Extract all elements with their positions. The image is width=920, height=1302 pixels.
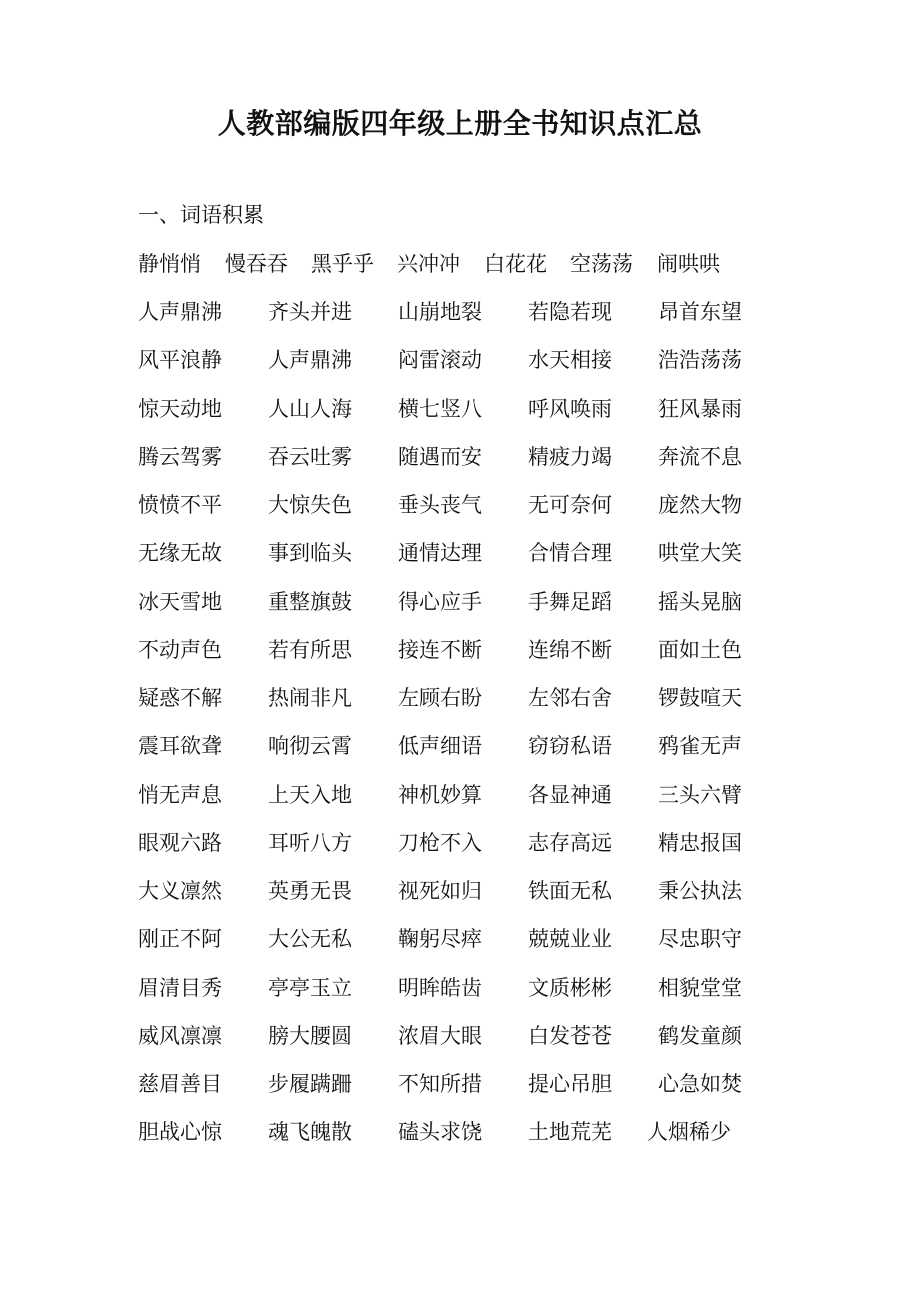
idiom-item: 响彻云霄 — [268, 734, 352, 758]
idiom-item: 左邻右舍 — [528, 686, 612, 710]
idiom-item: 尽忠职守 — [658, 927, 742, 951]
idiom-item: 摇头晃脑 — [658, 590, 742, 614]
idiom-row — [0, 1068, 920, 1100]
word-item: 慢吞吞 — [225, 252, 288, 276]
idiom-item: 眉清目秀 — [138, 976, 222, 1000]
reduplicated-words-row — [0, 248, 920, 280]
word-item: 闹哄哄 — [657, 252, 720, 276]
idiom-row — [0, 344, 920, 376]
idiom-item: 刀枪不入 — [398, 831, 482, 855]
idiom-item: 愤愤不平 — [138, 493, 222, 517]
idiom-item: 狂风暴雨 — [658, 397, 742, 421]
idiom-item: 鹤发童颜 — [658, 1024, 742, 1048]
idiom-item: 步履蹒跚 — [268, 1072, 352, 1096]
idiom-item: 提心吊胆 — [528, 1072, 612, 1096]
idiom-item: 胆战心惊 — [138, 1120, 222, 1144]
idiom-item: 铁面无私 — [528, 879, 612, 903]
idiom-item: 呼风唤雨 — [528, 397, 612, 421]
idiom-item: 耳听八方 — [268, 831, 352, 855]
idiom-item: 哄堂大笑 — [658, 541, 742, 565]
idiom-item: 通情达理 — [398, 541, 482, 565]
idiom-item: 大惊失色 — [268, 493, 352, 517]
idiom-item: 庞然大物 — [658, 493, 742, 517]
idiom-item: 悄无声息 — [138, 783, 222, 807]
idiom-item: 连绵不断 — [528, 638, 612, 662]
idiom-item: 大义凛然 — [138, 879, 222, 903]
idiom-item: 膀大腰圆 — [268, 1024, 352, 1048]
idiom-item: 刚正不阿 — [138, 927, 222, 951]
idiom-item: 吞云吐雾 — [268, 445, 352, 469]
idiom-row — [0, 634, 920, 666]
idiom-item: 慈眉善目 — [138, 1072, 222, 1096]
idiom-item: 疑惑不解 — [138, 686, 222, 710]
idiom-item: 冰天雪地 — [138, 590, 222, 614]
idiom-row — [0, 489, 920, 521]
idiom-item: 山崩地裂 — [398, 300, 482, 324]
idiom-item: 无可奈何 — [528, 493, 612, 517]
idiom-item: 人山人海 — [268, 397, 352, 421]
idiom-row — [0, 296, 920, 328]
idiom-item: 奔流不息 — [658, 445, 742, 469]
idiom-item: 人声鼎沸 — [268, 348, 352, 372]
page-title: 人教部编版四年级上册全书知识点汇总 — [217, 107, 703, 140]
idiom-item: 志存高远 — [528, 831, 612, 855]
idiom-item: 秉公执法 — [658, 879, 742, 903]
idiom-item: 昂首东望 — [658, 300, 742, 324]
idiom-item: 无缘无故 — [138, 541, 222, 565]
idiom-item: 热闹非凡 — [268, 686, 352, 710]
idiom-row — [0, 730, 920, 762]
idiom-item: 各显神通 — [528, 783, 612, 807]
idiom-item: 锣鼓喧天 — [658, 686, 742, 710]
section-heading: 一、词语积累 — [138, 203, 264, 227]
idiom-item: 手舞足蹈 — [528, 590, 612, 614]
idiom-item: 上天入地 — [268, 783, 352, 807]
idiom-item: 不知所措 — [398, 1072, 482, 1096]
idiom-item: 窃窃私语 — [528, 734, 612, 758]
idiom-row — [0, 1116, 920, 1148]
idiom-item: 明眸皓齿 — [398, 976, 482, 1000]
idiom-item: 得心应手 — [398, 590, 482, 614]
idiom-item: 人烟稀少 — [647, 1120, 731, 1144]
word-item: 白花花 — [484, 252, 547, 276]
idiom-item: 风平浪静 — [138, 348, 222, 372]
idiom-item: 土地荒芜 — [528, 1120, 612, 1144]
idiom-item: 惊天动地 — [138, 397, 222, 421]
idiom-item: 磕头求饶 — [398, 1120, 482, 1144]
idiom-item: 心急如焚 — [658, 1072, 742, 1096]
idiom-item: 三头六臂 — [658, 783, 742, 807]
idiom-item: 重整旗鼓 — [268, 590, 352, 614]
idiom-item: 视死如归 — [398, 879, 482, 903]
idiom-item: 低声细语 — [398, 734, 482, 758]
idiom-item: 鞠躬尽瘁 — [398, 927, 482, 951]
idiom-item: 腾云驾雾 — [138, 445, 222, 469]
idiom-item: 威风凛凛 — [138, 1024, 222, 1048]
idiom-item: 白发苍苍 — [528, 1024, 612, 1048]
idiom-item: 大公无私 — [268, 927, 352, 951]
idiom-item: 合情合理 — [528, 541, 612, 565]
idiom-item: 事到临头 — [268, 541, 352, 565]
idiom-item: 人声鼎沸 — [138, 300, 222, 324]
idiom-item: 精疲力竭 — [528, 445, 612, 469]
word-item: 兴冲冲 — [397, 252, 460, 276]
idiom-item: 左顾右盼 — [398, 686, 482, 710]
idiom-item: 接连不断 — [398, 638, 482, 662]
idiom-row — [0, 923, 920, 955]
idiom-item: 若隐若现 — [528, 300, 612, 324]
idiom-item: 英勇无畏 — [268, 879, 352, 903]
idiom-item: 精忠报国 — [658, 831, 742, 855]
idiom-row — [0, 537, 920, 569]
idiom-item: 魂飞魄散 — [268, 1120, 352, 1144]
word-item: 空荡荡 — [570, 252, 633, 276]
idiom-row — [0, 827, 920, 859]
idiom-item: 随遇而安 — [398, 445, 482, 469]
idiom-item: 垂头丧气 — [398, 493, 482, 517]
idiom-row — [0, 441, 920, 473]
idiom-item: 不动声色 — [138, 638, 222, 662]
idiom-row — [0, 586, 920, 618]
idiom-item: 相貌堂堂 — [658, 976, 742, 1000]
idiom-item: 兢兢业业 — [528, 927, 612, 951]
idiom-row — [0, 779, 920, 811]
idiom-row — [0, 875, 920, 907]
idiom-item: 浩浩荡荡 — [658, 348, 742, 372]
idiom-item: 水天相接 — [528, 348, 612, 372]
idiom-item: 眼观六路 — [138, 831, 222, 855]
idiom-item: 神机妙算 — [398, 783, 482, 807]
word-item: 黑乎乎 — [311, 252, 374, 276]
idiom-item: 震耳欲聋 — [138, 734, 222, 758]
idiom-item: 面如土色 — [658, 638, 742, 662]
idiom-row — [0, 682, 920, 714]
idiom-item: 鸦雀无声 — [658, 734, 742, 758]
idiom-row — [0, 393, 920, 425]
idiom-item: 浓眉大眼 — [398, 1024, 482, 1048]
idiom-item: 横七竖八 — [398, 397, 482, 421]
idiom-item: 亭亭玉立 — [268, 976, 352, 1000]
idiom-row — [0, 972, 920, 1004]
idiom-row — [0, 1020, 920, 1052]
word-item: 静悄悄 — [138, 252, 201, 276]
idiom-item: 文质彬彬 — [528, 976, 612, 1000]
idiom-item: 闷雷滚动 — [398, 348, 482, 372]
idiom-item: 齐头并进 — [268, 300, 352, 324]
idiom-item: 若有所思 — [268, 638, 352, 662]
